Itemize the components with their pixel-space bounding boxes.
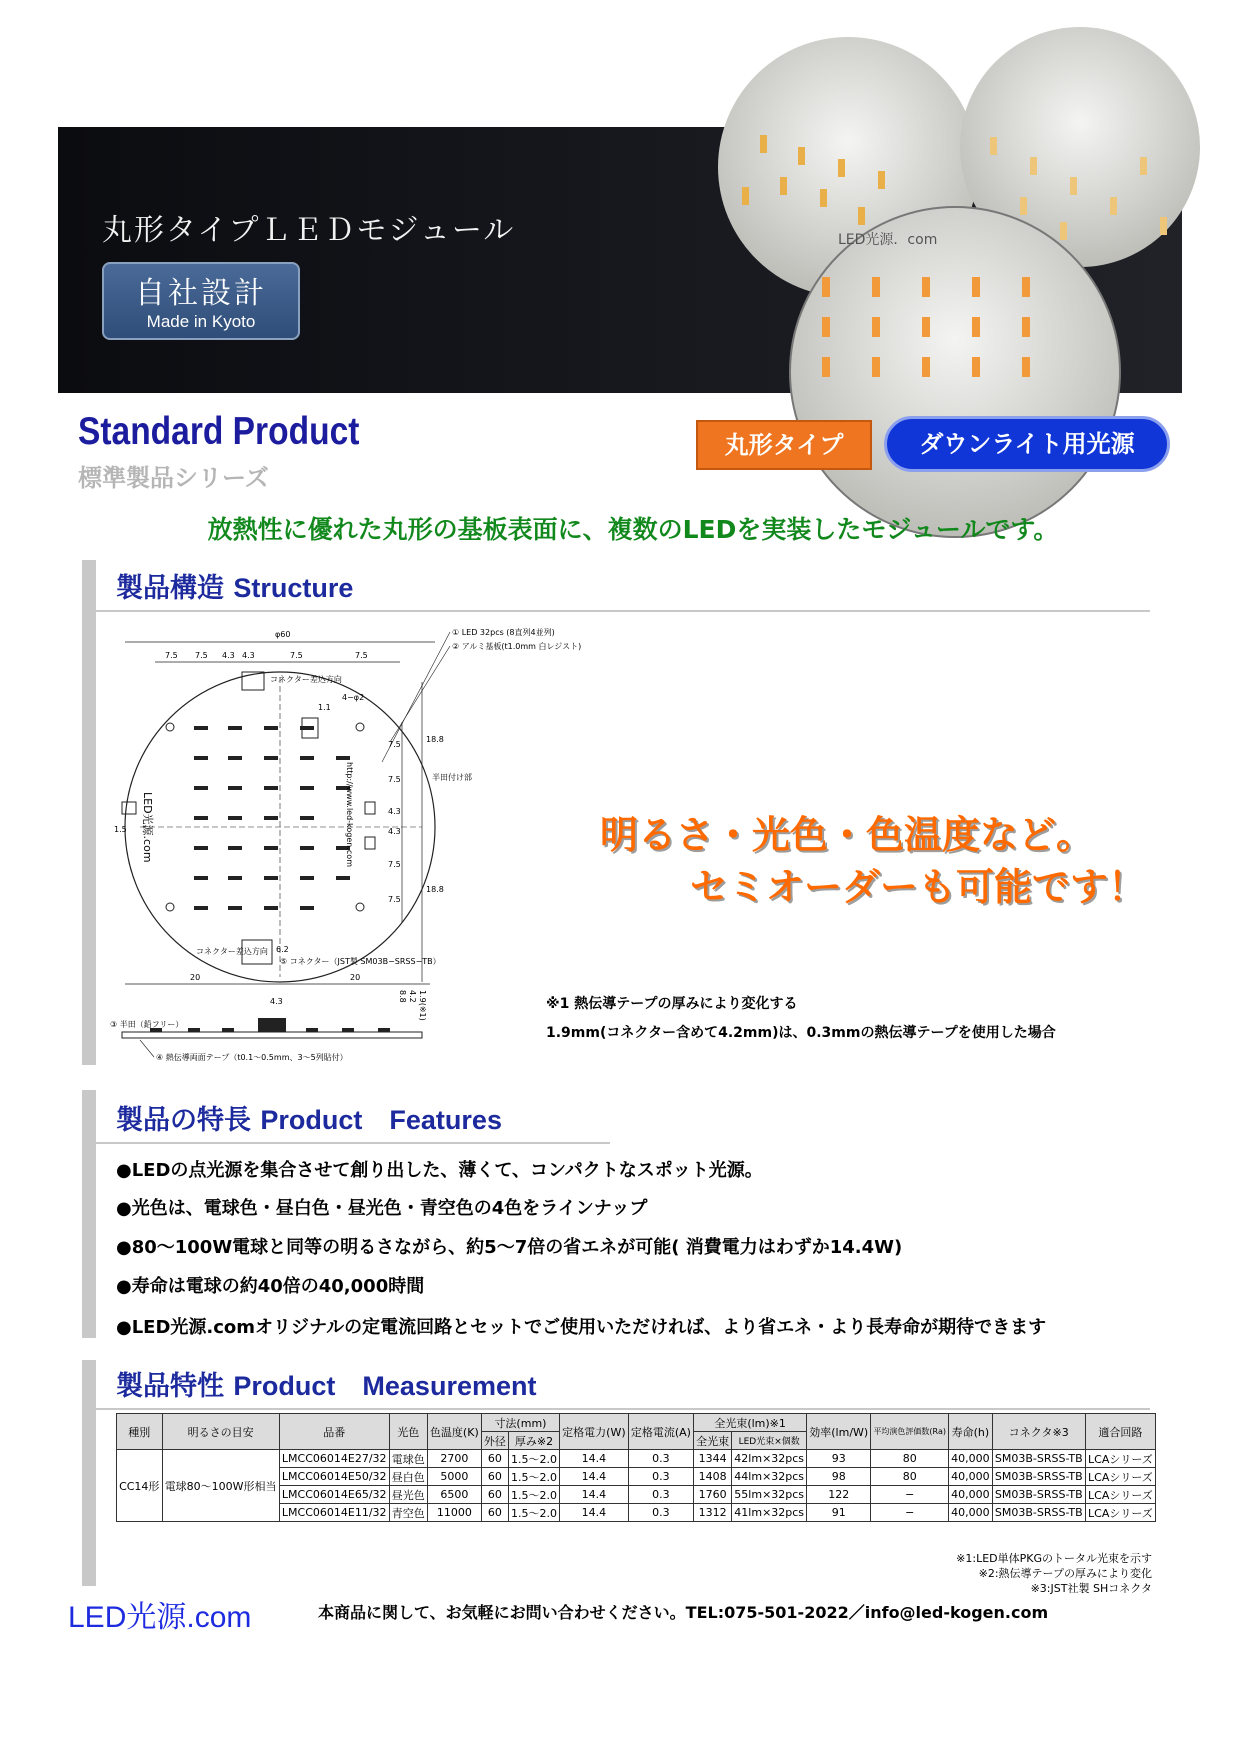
- cell-connector: SM03B-SRSS-TB: [992, 1468, 1085, 1486]
- dim-right-3: 4.3: [388, 807, 401, 816]
- cell-life: 40,000: [949, 1450, 993, 1468]
- cell-life: 40,000: [949, 1468, 993, 1486]
- drawing-url: http://www.led-kogen.com: [345, 762, 354, 867]
- cell-circuit: LCAシリーズ: [1085, 1504, 1155, 1522]
- dim-1-9: 1.9(※1): [418, 990, 427, 1021]
- dim-diameter: φ60: [275, 630, 291, 639]
- cell-power: 14.4: [560, 1486, 629, 1504]
- cell-detail: 42lm×32pcs: [732, 1450, 807, 1468]
- cell-temp: 11000: [427, 1504, 481, 1522]
- table-note-1: ※1:LED単体PKGのトータル光束を示す: [956, 1552, 1152, 1565]
- cell-current: 0.3: [628, 1450, 693, 1468]
- dim-top-2: 7.5: [195, 651, 208, 660]
- feature-item-3: ●80〜100W電球と同等の明るさながら、約5〜7倍の省エネが可能( 消費電力はわずか14.4W): [116, 1237, 903, 1258]
- cell-part: LMCC06014E50/32: [279, 1468, 389, 1486]
- dim-right-5: 7.5: [388, 860, 401, 869]
- made-in-kyoto-badge: [102, 262, 300, 340]
- dim-left: 1.5: [114, 825, 127, 834]
- cell-power: 14.4: [560, 1468, 629, 1486]
- connector-bottom-label: コネクター差込方向: [196, 947, 268, 956]
- cell-connector: SM03B-SRSS-TB: [992, 1504, 1085, 1522]
- cell-brightness: 電球80〜100W形相当: [162, 1450, 279, 1522]
- banner-title: 丸形タイプＬＥＤモジュール: [102, 213, 516, 248]
- connector-top-label: コネクター差込方向: [270, 675, 342, 684]
- cell-outer: 60: [481, 1504, 508, 1522]
- dim-top-4: 4.3: [242, 651, 255, 660]
- th-color: 光色: [389, 1414, 427, 1450]
- heading-en: Product Features: [260, 1105, 502, 1135]
- section-heading-measurement: [116, 1364, 536, 1403]
- structure-drawing: [110, 622, 582, 1072]
- dim-4-2: 4−φ2: [342, 693, 365, 702]
- cell-ra: 80: [871, 1450, 949, 1468]
- dim-right-big-2: 18.8: [426, 885, 444, 894]
- photo-board-label: LED光源．com: [838, 232, 938, 248]
- dim-top-3: 4.3: [222, 651, 235, 660]
- feature-item-5: ●LED光源.comオリジナルの定電流回路とセットでご使用いただければ、より省エネ・より長寿命が期待できます: [116, 1317, 1047, 1338]
- cell-thick: 1.5〜2.0: [508, 1450, 559, 1468]
- cell-flux: 1312: [694, 1504, 732, 1522]
- th-part: 品番: [279, 1414, 389, 1450]
- cell-color: 昼白色: [389, 1468, 427, 1486]
- cell-thick: 1.5〜2.0: [508, 1504, 559, 1522]
- section-heading-structure: [116, 566, 353, 605]
- dim-right-1: 7.5: [388, 740, 401, 749]
- cell-eff: 98: [807, 1468, 871, 1486]
- heading-jp: 製品特性: [116, 1371, 224, 1402]
- th-connector: コネクタ※3: [992, 1414, 1085, 1450]
- cell-temp: 5000: [427, 1468, 481, 1486]
- cell-eff: 122: [807, 1486, 871, 1504]
- contact-info: 本商品に関して、お気軽にお問い合わせください。TEL:075-501-2022／info@led-kogen.com: [318, 1603, 1049, 1622]
- spec-table: [116, 1413, 1156, 1522]
- th-circuit: 適合回路: [1085, 1414, 1155, 1450]
- cell-thick: 1.5〜2.0: [508, 1468, 559, 1486]
- cell-color: 昼光色: [389, 1486, 427, 1504]
- cell-outer: 60: [481, 1450, 508, 1468]
- dim-20-right: 20: [350, 973, 361, 982]
- cell-power: 14.4: [560, 1504, 629, 1522]
- dim-6-2: 6.2: [276, 945, 289, 954]
- cell-part: LMCC06014E11/32: [279, 1504, 389, 1522]
- feature-item-1: ●LEDの点光源を集合させて創り出した、薄くて、コンパクトなスポット光源。: [116, 1160, 763, 1181]
- badge-sub-text: Made in Kyoto: [146, 312, 256, 331]
- feature-item-2: ●光色は、電球色・昼白色・昼光色・青空色の4色をラインナップ: [116, 1198, 648, 1219]
- table-note-2: ※2:熱伝導テープの厚みにより変化: [978, 1567, 1152, 1580]
- cell-color: 電球色: [389, 1450, 427, 1468]
- cell-ra: −: [871, 1504, 949, 1522]
- tag-round-type: 丸形タイプ: [696, 420, 872, 470]
- cell-circuit: LCAシリーズ: [1085, 1450, 1155, 1468]
- dim-20-left: 20: [190, 973, 201, 982]
- table-row: [117, 1450, 1156, 1468]
- cell-detail: 55lm×32pcs: [732, 1486, 807, 1504]
- cell-part: LMCC06014E65/32: [279, 1486, 389, 1504]
- cell-ra: −: [871, 1486, 949, 1504]
- callout-connector: ⑤ コネクター（JST製 SM03B−SRSS−TB）: [280, 957, 441, 966]
- section-line-features: [96, 1142, 610, 1144]
- promo-copy-line2: セミオーダーも可能です！: [690, 865, 1147, 909]
- th-size: 寸法(mm): [481, 1414, 559, 1432]
- led-module-photo: [720, 127, 1182, 393]
- cell-ra: 80: [871, 1468, 949, 1486]
- cell-circuit: LCAシリーズ: [1085, 1468, 1155, 1486]
- callout-solder: ③ 半田（鉛フリー）: [110, 1020, 184, 1029]
- th-brightness: 明るさの目安: [162, 1414, 279, 1450]
- badge-main-text: 自社設計: [135, 276, 267, 311]
- dim-right-4: 4.3: [388, 827, 401, 836]
- cell-temp: 2700: [427, 1450, 481, 1468]
- callout-board: ② アルミ基板(t1.0mm 白レジスト): [452, 642, 582, 651]
- structure-note-1: ※1 熱伝導テープの厚みにより変化する: [546, 996, 798, 1012]
- section-bar-features: [82, 1090, 96, 1338]
- promo-copy-line1: 明るさ・光色・色温度など。: [600, 813, 1095, 857]
- heading-jp: 製品構造: [116, 573, 224, 604]
- dim-top-5: 7.5: [290, 651, 303, 660]
- cell-life: 40,000: [949, 1486, 993, 1504]
- dim-right-6: 7.5: [388, 895, 401, 904]
- th-life: 寿命(h): [949, 1414, 993, 1450]
- th-type: 種別: [117, 1414, 163, 1450]
- th-temp: 色温度(K): [427, 1414, 481, 1450]
- cell-current: 0.3: [628, 1504, 693, 1522]
- cell-eff: 91: [807, 1504, 871, 1522]
- cell-connector: SM03B-SRSS-TB: [992, 1450, 1085, 1468]
- cell-outer: 60: [481, 1468, 508, 1486]
- hero-banner: [58, 127, 1182, 393]
- dim-1-1: 1.1: [318, 703, 331, 712]
- dim-8-8: 8.8: [398, 990, 407, 1003]
- th-size-thick: 厚み※2: [508, 1432, 559, 1450]
- heading-jp: 製品の特長: [116, 1105, 251, 1136]
- th-current: 定格電流(A): [628, 1414, 693, 1450]
- section-bar-structure: [82, 560, 96, 1065]
- dim-top-1: 7.5: [165, 651, 178, 660]
- th-flux-total: 全光束: [694, 1432, 732, 1450]
- drawing-board-label: LED光源.com: [141, 792, 154, 863]
- cell-flux: 1408: [694, 1468, 732, 1486]
- th-flux-detail: LED光束×個数: [732, 1432, 807, 1450]
- th-flux: 全光束(lm)※1: [694, 1414, 807, 1432]
- section-heading-features: [116, 1098, 502, 1137]
- cell-connector: SM03B-SRSS-TB: [992, 1486, 1085, 1504]
- dim-4-3: 4.3: [270, 997, 283, 1006]
- dim-right-big-1: 18.8: [426, 735, 444, 744]
- th-ra: 平均演色評価数(Ra): [871, 1414, 949, 1450]
- cell-thick: 1.5〜2.0: [508, 1486, 559, 1504]
- cell-circuit: LCAシリーズ: [1085, 1486, 1155, 1504]
- cell-outer: 60: [481, 1486, 508, 1504]
- heading-en: Product Measurement: [233, 1371, 537, 1401]
- dim-4-2b: 4.2: [408, 990, 417, 1003]
- structure-note-2: 1.9mm(コネクター含めて4.2mm)は、0.3mmの熱伝導テープを使用した場合: [546, 1025, 1056, 1041]
- feature-item-4: ●寿命は電球の約40倍の40,000時間: [116, 1276, 425, 1297]
- callout-led: ① LED 32pcs (8直列4並列): [452, 628, 555, 637]
- th-size-outer: 外径: [481, 1432, 508, 1450]
- section-bar-measurement: [82, 1360, 96, 1586]
- dim-top-6: 7.5: [355, 651, 368, 660]
- section-line-structure: [96, 610, 1150, 612]
- cell-flux: 1760: [694, 1486, 732, 1504]
- cell-color: 青空色: [389, 1504, 427, 1522]
- cell-temp: 6500: [427, 1486, 481, 1504]
- cell-power: 14.4: [560, 1450, 629, 1468]
- th-eff: 効率(lm/W): [807, 1414, 871, 1450]
- cell-detail: 44lm×32pcs: [732, 1468, 807, 1486]
- dim-right-2: 7.5: [388, 775, 401, 784]
- lead-text: 放熱性に優れた丸形の基板表面に、複数のLEDを実装したモジュールです。: [207, 515, 1059, 544]
- cell-flux: 1344: [694, 1450, 732, 1468]
- callout-tape: ④ 熱伝導両面テープ（t0.1〜0.5mm、3〜5列貼付）: [156, 1053, 348, 1062]
- cell-part: LMCC06014E27/32: [279, 1450, 389, 1468]
- cell-current: 0.3: [628, 1486, 693, 1504]
- page-subtitle: 標準製品シリーズ: [78, 464, 269, 492]
- cell-eff: 93: [807, 1450, 871, 1468]
- cell-detail: 41lm×32pcs: [732, 1504, 807, 1522]
- th-power: 定格電力(W): [560, 1414, 629, 1450]
- section-line-measurement: [96, 1408, 1150, 1410]
- page-title: Standard Product: [78, 410, 360, 453]
- solder-label: 半田付け部: [432, 773, 472, 782]
- cell-life: 40,000: [949, 1504, 993, 1522]
- company-logo: LED光源.com: [68, 1601, 252, 1634]
- tag-downlight: ダウンライト用光源: [884, 416, 1170, 472]
- cell-current: 0.3: [628, 1468, 693, 1486]
- heading-en: Structure: [233, 573, 354, 603]
- table-note-3: ※3:JST社製 SHコネクタ: [1030, 1582, 1152, 1595]
- cell-type: CC14形: [117, 1450, 163, 1522]
